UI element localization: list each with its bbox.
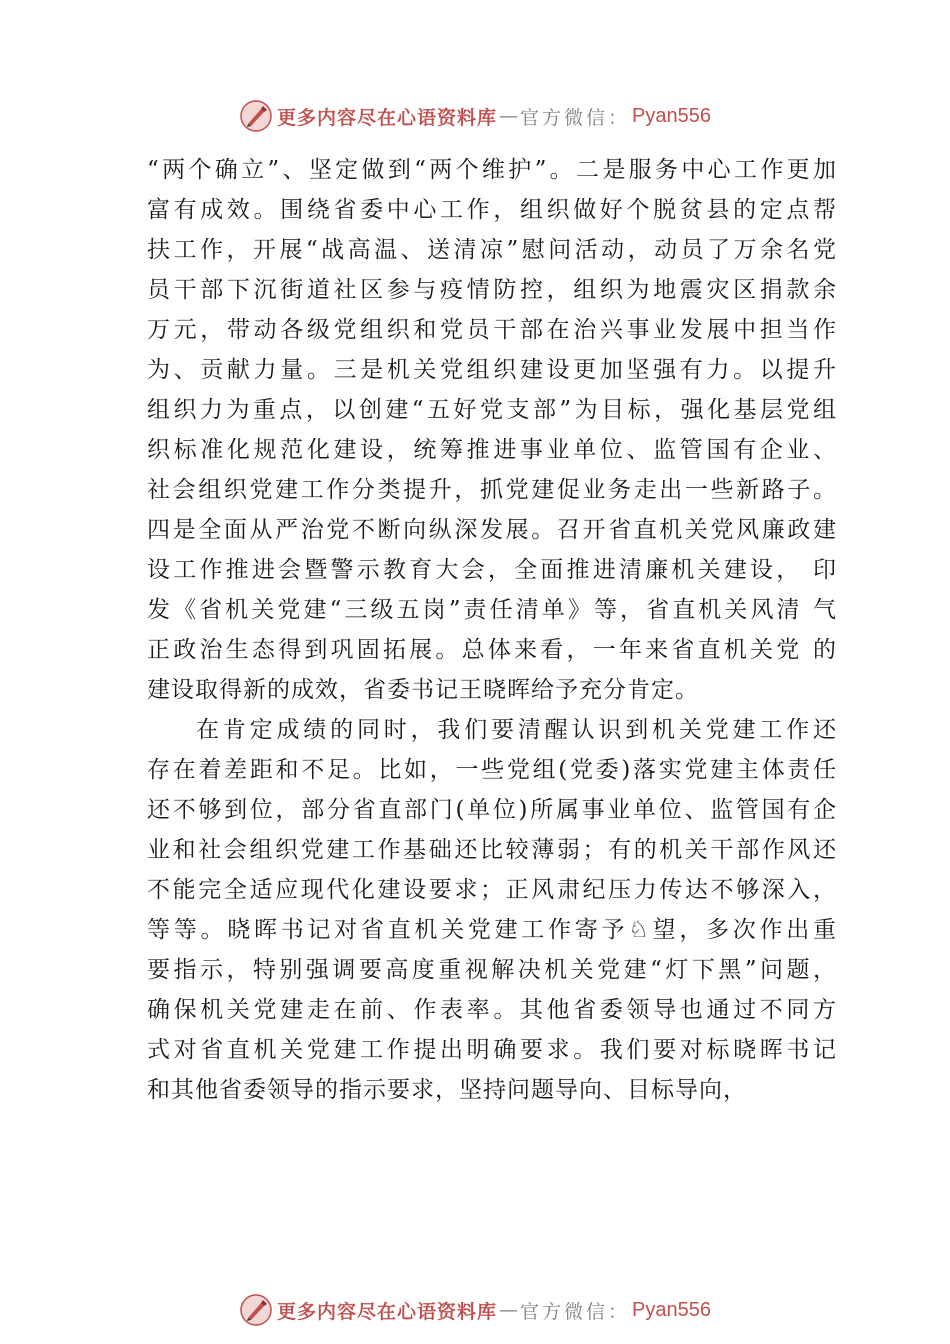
text-line: 要指示，特别强调要高度重视解决机关党建“灯下黑”问题， xyxy=(147,957,837,983)
text-line: 确保机关党建走在前、作表率。其他省委领导也通过不同方 xyxy=(147,997,837,1023)
text-line: “两个确立”、坚定做到“两个维护”。二是服务中心工作更加 xyxy=(147,157,837,183)
text-line: 社会组织党建工作分类提升，抓党建促业务走出一些新路子。 xyxy=(147,477,837,503)
text-line: 不能完全适应现代化建设要求；正风肃纪压力传达不够深入， xyxy=(147,877,837,903)
watermark-dash: — xyxy=(499,105,519,127)
text-line: 发《省机关党建“三级五岗”责任清单》等，省直机关风清 气 xyxy=(147,597,837,623)
watermark-banner-bottom xyxy=(0,1290,950,1330)
text-line: 四是全面从严治党不断向纵深发展。召开省直机关党风廉政建 xyxy=(147,517,837,543)
watermark-dash: — xyxy=(499,1299,519,1321)
text-line: 织标准化规范化建设，统筹推进事业单位、监管国有企业、 xyxy=(147,437,837,463)
watermark-banner-top xyxy=(0,96,950,136)
text-line: 业和社会组织党建工作基础还比较薄弱；有的机关干部作风还 xyxy=(147,837,837,863)
watermark-official-label: 官方微信： xyxy=(520,1300,631,1323)
watermark-wechat-id: Pyan556 xyxy=(632,1298,711,1321)
paragraph-1 xyxy=(147,150,837,710)
text-line: 正政治生态得到巩固拓展。总体来看，一年来省直机关党 的 xyxy=(147,637,837,663)
document-body xyxy=(147,150,837,1110)
text-line: 员干部下沉街道社区参与疫情防控，组织为地震灾区捐款余 xyxy=(147,277,837,303)
text-line: 存在着差距和不足。比如，一些党组(党委)落实党建主体责任 xyxy=(147,757,837,783)
text-line: 富有成效。围绕省委中心工作，组织做好个脱贫县的定点帮 xyxy=(147,197,837,223)
text-line: 建设取得新的成效，省委书记王晓晖给予充分肯定。 xyxy=(147,677,699,703)
text-line: 和其他省委领导的指示要求，坚持问题导向、目标导向， xyxy=(147,1077,747,1103)
watermark-wechat-id: Pyan556 xyxy=(632,104,711,127)
watermark-brand: 更多内容尽在心语资料库 xyxy=(277,1300,498,1323)
text-line: 为、贡献力量。三是机关党组织建设更加坚强有力。以提升 xyxy=(147,357,837,383)
text-line: 等等。晓晖书记对省直机关党建工作寄予♘望，多次作出重 xyxy=(147,917,837,943)
pen-logo-icon xyxy=(239,1293,273,1327)
watermark-official-label: 官方微信： xyxy=(520,106,631,129)
pen-logo-icon xyxy=(239,99,273,133)
text-line: 组织力为重点，以创建“五好党支部”为目标，强化基层党组 xyxy=(147,397,837,423)
text-line: 万元，带动各级党组织和党员干部在治兴事业发展中担当作 xyxy=(147,317,837,343)
watermark-brand: 更多内容尽在心语资料库 xyxy=(277,106,498,129)
text-line: 式对省直机关党建工作提出明确要求。我们要对标晓晖书记 xyxy=(147,1037,837,1063)
text-line: 在肯定成绩的同时，我们要清醒认识到机关党建工作还 xyxy=(196,717,837,743)
text-line: 还不够到位，部分省直部门(单位)所属事业单位、监管国有企 xyxy=(147,797,837,823)
text-line: 设工作推进会暨警示教育大会，全面推进清廉机关建设， 印 xyxy=(147,557,837,583)
text-line: 扶工作，开展“战高温、送清凉”慰问活动，动员了万余名党 xyxy=(147,237,837,263)
paragraph-2 xyxy=(147,710,837,1110)
